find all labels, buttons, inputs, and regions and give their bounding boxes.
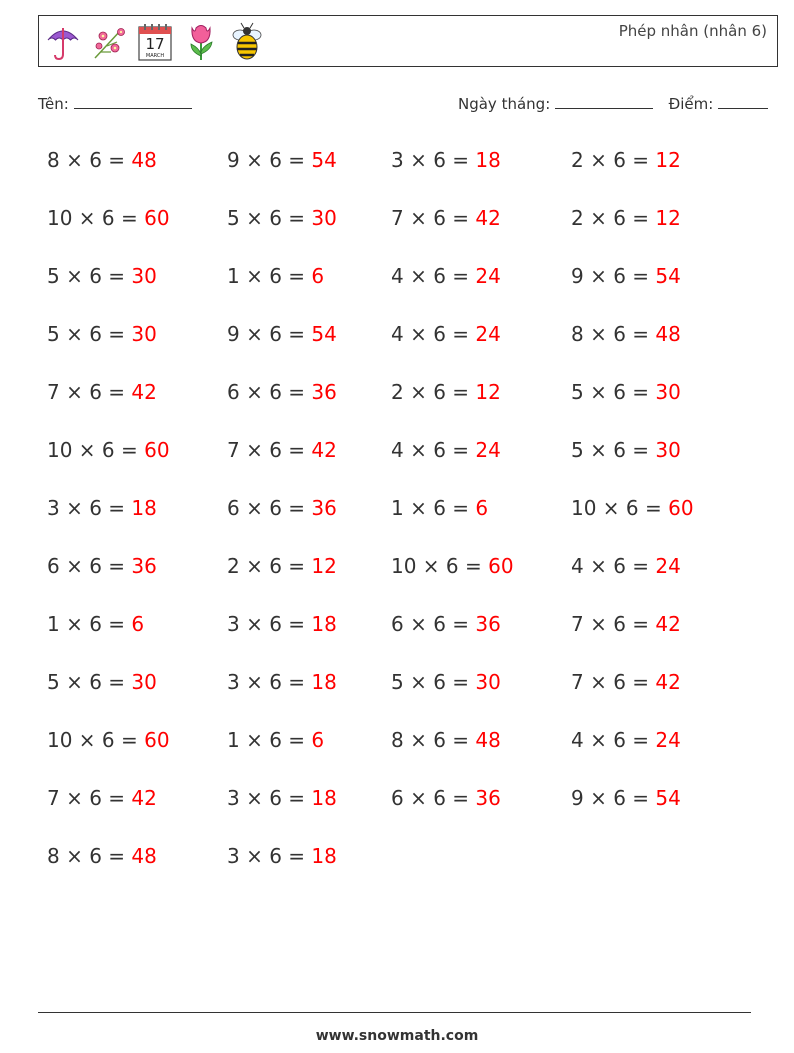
problem-item xyxy=(391,786,501,810)
problem-item xyxy=(47,148,157,172)
problem-answer: 24 xyxy=(655,554,681,578)
page-title: Phép nhân (nhân 6) xyxy=(618,22,767,40)
problem-item xyxy=(227,206,337,230)
tulip-icon xyxy=(183,22,219,62)
problem-answer: 12 xyxy=(655,206,681,230)
problem-question: 9 × 6 = xyxy=(227,322,312,346)
problem-item xyxy=(571,206,681,230)
problem-item xyxy=(571,438,681,462)
problem-question: 6 × 6 = xyxy=(227,496,312,520)
problem-item xyxy=(47,612,144,636)
problem-answer: 30 xyxy=(475,670,501,694)
problem-answer: 36 xyxy=(131,554,157,578)
footer-divider xyxy=(38,1012,751,1013)
problem-question: 5 × 6 = xyxy=(227,206,312,230)
problem-question: 8 × 6 = xyxy=(47,844,132,868)
problem-question: 5 × 6 = xyxy=(47,670,132,694)
problem-answer: 30 xyxy=(311,206,337,230)
problem-answer: 54 xyxy=(311,148,337,172)
problem-item xyxy=(47,786,157,810)
problem-answer: 48 xyxy=(131,844,157,868)
problem-answer: 54 xyxy=(655,264,681,288)
problem-question: 3 × 6 = xyxy=(227,786,312,810)
problem-item xyxy=(47,264,157,288)
problem-question: 2 × 6 = xyxy=(571,148,656,172)
date-score-field xyxy=(458,94,768,113)
problem-answer: 48 xyxy=(475,728,501,752)
problem-question: 7 × 6 = xyxy=(391,206,476,230)
icon-strip xyxy=(45,20,265,64)
problem-item xyxy=(391,438,501,462)
problem-item xyxy=(47,322,157,346)
problem-item xyxy=(227,264,324,288)
problem-item xyxy=(227,438,337,462)
problem-question: 5 × 6 = xyxy=(571,438,656,462)
problem-item xyxy=(391,728,501,752)
problem-answer: 30 xyxy=(131,322,157,346)
problem-question: 9 × 6 = xyxy=(227,148,312,172)
umbrella-icon xyxy=(45,22,81,62)
name-blank-line xyxy=(74,94,192,109)
problem-question: 7 × 6 = xyxy=(227,438,312,462)
problem-question: 7 × 6 = xyxy=(47,786,132,810)
flowers-icon xyxy=(91,22,127,62)
problem-answer: 12 xyxy=(475,380,501,404)
problem-answer: 60 xyxy=(144,728,170,752)
problem-question: 3 × 6 = xyxy=(391,148,476,172)
problem-answer: 54 xyxy=(311,322,337,346)
problem-answer: 42 xyxy=(131,786,157,810)
problem-item xyxy=(571,496,694,520)
problem-answer: 60 xyxy=(144,438,170,462)
problem-question: 7 × 6 = xyxy=(571,670,656,694)
problem-answer: 42 xyxy=(655,612,681,636)
problem-answer: 30 xyxy=(655,438,681,462)
problem-question: 10 × 6 = xyxy=(47,206,145,230)
problem-item xyxy=(227,786,337,810)
problem-answer: 42 xyxy=(131,380,157,404)
problem-question: 7 × 6 = xyxy=(571,612,656,636)
problem-answer: 18 xyxy=(311,844,337,868)
problem-question: 8 × 6 = xyxy=(571,322,656,346)
problem-item xyxy=(47,554,157,578)
problem-question: 5 × 6 = xyxy=(47,322,132,346)
problem-question: 9 × 6 = xyxy=(571,786,656,810)
problem-item xyxy=(391,670,501,694)
problem-question: 3 × 6 = xyxy=(47,496,132,520)
problem-item xyxy=(227,612,337,636)
problem-question: 4 × 6 = xyxy=(571,554,656,578)
problem-answer: 6 xyxy=(475,496,489,520)
problem-item xyxy=(571,670,681,694)
problem-item xyxy=(227,496,337,520)
problem-item xyxy=(571,554,681,578)
problem-item xyxy=(47,844,157,868)
problem-item xyxy=(227,322,337,346)
problem-item xyxy=(391,148,501,172)
problem-item xyxy=(571,612,681,636)
problem-answer: 18 xyxy=(475,148,501,172)
problem-answer: 60 xyxy=(144,206,170,230)
problem-item xyxy=(391,264,501,288)
problem-answer: 48 xyxy=(131,148,157,172)
problem-question: 10 × 6 = xyxy=(47,438,145,462)
problem-question: 3 × 6 = xyxy=(227,844,312,868)
problem-answer: 36 xyxy=(311,380,337,404)
problem-answer: 12 xyxy=(655,148,681,172)
problem-answer: 30 xyxy=(131,264,157,288)
problem-question: 2 × 6 = xyxy=(391,380,476,404)
problem-question: 1 × 6 = xyxy=(227,264,312,288)
problem-item xyxy=(227,670,337,694)
score-blank-line xyxy=(718,94,768,109)
problem-question: 9 × 6 = xyxy=(571,264,656,288)
problem-item xyxy=(391,496,488,520)
calendar-icon xyxy=(137,22,173,62)
problem-item xyxy=(47,670,157,694)
footer-url: www.snowmath.com xyxy=(315,1028,479,1044)
problem-question: 10 × 6 = xyxy=(571,496,669,520)
problem-question: 4 × 6 = xyxy=(391,322,476,346)
problem-question: 2 × 6 = xyxy=(227,554,312,578)
problem-item xyxy=(391,322,501,346)
problem-item xyxy=(47,380,157,404)
problem-item xyxy=(571,728,681,752)
problem-question: 1 × 6 = xyxy=(47,612,132,636)
problem-item xyxy=(391,380,501,404)
problem-question: 5 × 6 = xyxy=(571,380,656,404)
problem-item xyxy=(391,554,514,578)
name-field xyxy=(38,94,192,113)
problem-answer: 6 xyxy=(311,728,325,752)
problem-answer: 18 xyxy=(311,612,337,636)
problem-question: 1 × 6 = xyxy=(391,496,476,520)
name-label: Tên: xyxy=(38,95,69,113)
problem-item xyxy=(47,728,170,752)
problem-question: 1 × 6 = xyxy=(227,728,312,752)
problem-question: 8 × 6 = xyxy=(47,148,132,172)
problem-question: 3 × 6 = xyxy=(227,670,312,694)
header-box xyxy=(38,15,778,67)
problem-question: 4 × 6 = xyxy=(571,728,656,752)
problem-answer: 60 xyxy=(488,554,514,578)
problem-question: 6 × 6 = xyxy=(391,612,476,636)
problem-answer: 42 xyxy=(311,438,337,462)
problem-question: 4 × 6 = xyxy=(391,438,476,462)
problem-answer: 12 xyxy=(311,554,337,578)
problem-question: 4 × 6 = xyxy=(391,264,476,288)
problem-question: 6 × 6 = xyxy=(227,380,312,404)
problem-question: 3 × 6 = xyxy=(227,612,312,636)
problem-question: 10 × 6 = xyxy=(47,728,145,752)
score-label: Điểm: xyxy=(668,95,714,113)
problem-question: 6 × 6 = xyxy=(47,554,132,578)
problem-item xyxy=(571,380,681,404)
problem-answer: 18 xyxy=(311,786,337,810)
calendar-day: 17 xyxy=(145,35,165,53)
problem-answer: 18 xyxy=(311,670,337,694)
problem-answer: 30 xyxy=(131,670,157,694)
problem-answer: 6 xyxy=(131,612,145,636)
problem-answer: 24 xyxy=(475,438,501,462)
problem-item xyxy=(227,728,324,752)
problem-answer: 60 xyxy=(668,496,694,520)
problem-question: 7 × 6 = xyxy=(47,380,132,404)
problem-item xyxy=(571,264,681,288)
problem-answer: 42 xyxy=(655,670,681,694)
problem-item xyxy=(571,148,681,172)
problem-item xyxy=(47,496,157,520)
problem-answer: 54 xyxy=(655,786,681,810)
problem-question: 10 × 6 = xyxy=(391,554,489,578)
problem-item xyxy=(47,206,170,230)
problem-question: 6 × 6 = xyxy=(391,786,476,810)
problem-answer: 30 xyxy=(655,380,681,404)
problem-item xyxy=(571,786,681,810)
problem-answer: 24 xyxy=(475,264,501,288)
problem-item xyxy=(391,206,501,230)
calendar-month: MARCH xyxy=(145,53,165,59)
problem-item xyxy=(227,554,337,578)
problem-answer: 24 xyxy=(475,322,501,346)
problem-answer: 6 xyxy=(311,264,325,288)
problem-item xyxy=(227,844,337,868)
problem-answer: 24 xyxy=(655,728,681,752)
problem-question: 8 × 6 = xyxy=(391,728,476,752)
problem-answer: 48 xyxy=(655,322,681,346)
problem-answer: 36 xyxy=(475,786,501,810)
problem-question: 5 × 6 = xyxy=(47,264,132,288)
date-blank-line xyxy=(555,94,653,109)
problem-answer: 18 xyxy=(131,496,157,520)
bee-icon xyxy=(229,22,265,62)
problem-answer: 36 xyxy=(475,612,501,636)
date-label: Ngày tháng: xyxy=(458,95,551,113)
problem-item xyxy=(227,380,337,404)
problem-item xyxy=(227,148,337,172)
problem-question: 2 × 6 = xyxy=(571,206,656,230)
problem-item xyxy=(47,438,170,462)
problem-answer: 36 xyxy=(311,496,337,520)
problem-item xyxy=(571,322,681,346)
problem-item xyxy=(391,612,501,636)
problem-question: 5 × 6 = xyxy=(391,670,476,694)
problem-answer: 42 xyxy=(475,206,501,230)
